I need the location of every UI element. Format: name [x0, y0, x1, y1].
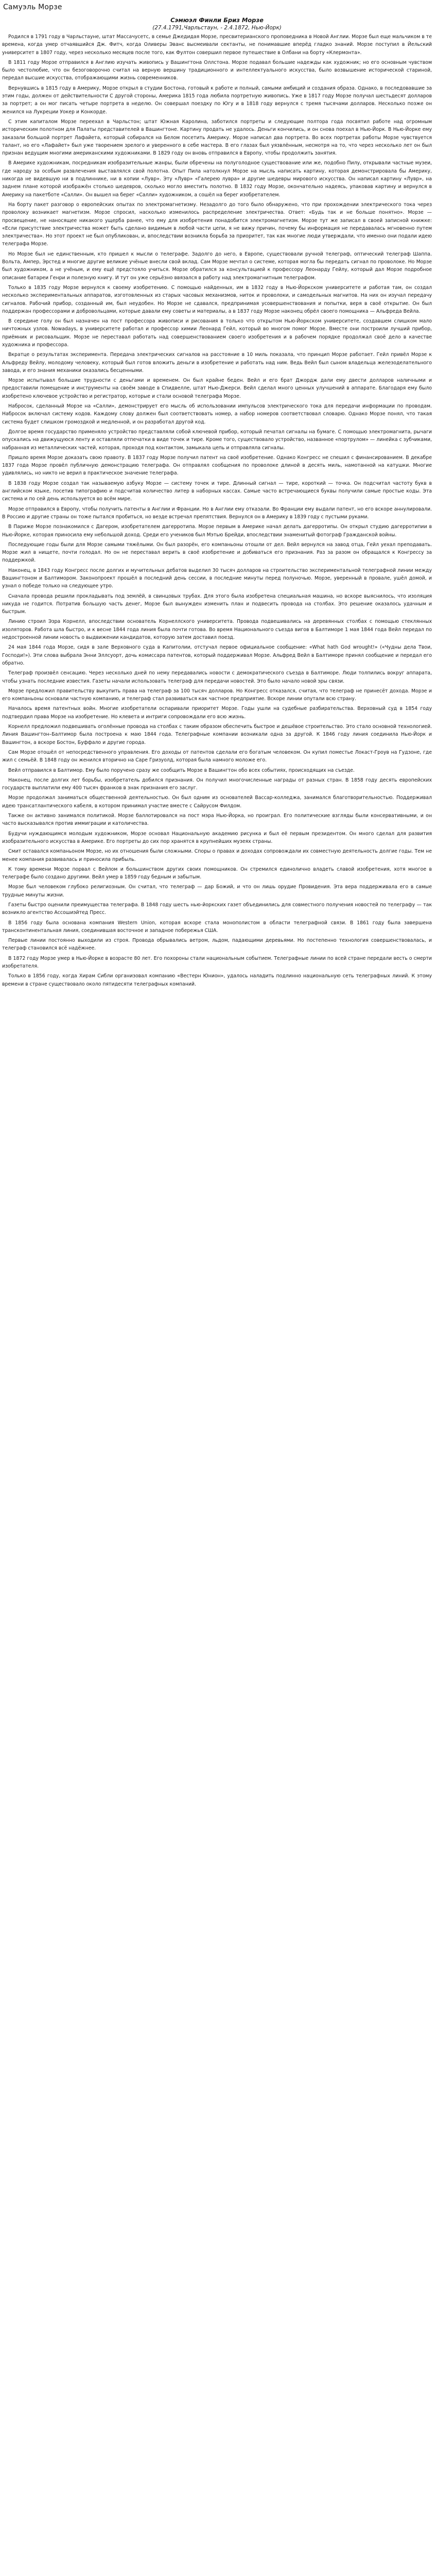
paragraph: Вкратце о результатах эксперимента. Передача электрических сигналов на расстояние в 10 миль показала, что принцип Морзе работает. Гейл привёл Морзе к Альфреду Вейлу, молодому человеку, который был готов вложить деньги в изобретение и работать над ним. Ведь Вейл был сыном владельца железоделательного завода, и его знания механики оказались бесценными. — [2, 352, 432, 374]
paragraph: Пришло время Морзе доказать свою правоту. В 1837 году Морзе получил патент на своё изобретение. Однако Конгресс не спешил с финансированием. В декабре 1837 года Морзе провёл публичную демонстрацию телеграфа. Он отправлял сообщения по проволоке длиной в десять миль, намотанной на катушки. Многие удивлялись, но никто не верил в практическое значение телеграфа. — [2, 454, 432, 477]
paragraph: Набросок, сделанный Морзе на «Салли», демонстрирует его мысль об использовании импульсов электрического тока для передачи информации по проводам. Набросок включал систему кодов. Каждому слову должен был соответствовать номер, а набор номеров соответствовал словарю. Однако Морзе понял, что такая система будет слишком громоздкой и медленной, и он разработал другой код. — [2, 403, 432, 425]
article-dates: (27.4.1791,Чарльстаун, - 2.4.1872, Нью-Йорк) — [152, 25, 282, 31]
article-page — [0, 0, 436, 988]
paragraph: Сам Морзе отошёл от непосредственного управления. Его доходы от патентов сделали его богатым человеком. Он купил поместье Локаст-Гроув на Гудзоне, где жил с семьёй. В 1848 году он женился вторично на Саре Гризуолд, которая была намного моложе его. — [2, 749, 432, 764]
paragraph: Морзе испытывал большие трудности с деньгами и временем. Он был крайне беден. Вейл и его брат Джордж дали ему двести долларов наличными и предоставили помещение и инструменты на своём заводе в Спидвелле, штат Нью-Джерси. Вейл сделал много ценных улучшений в аппарате. Благодаря ему было изобретено ключевое устройство и регистратор, которые и стали основой телеграфа Морзе. — [2, 378, 432, 399]
paragraph: В 1838 году Морзе создал так называемую азбуку Морзе — систему точек и тире. Длинный сигнал — тире, короткий — точка. Он подсчитал частоту букв в английском языке, посетив типографию и подсчитав количество литер в наборных кассах. Самые часто встречающиеся буквы получили самые простые коды. Эта система и по сей день используется во всём мире. — [2, 480, 432, 502]
paragraph: Телеграф произвёл сенсацию. Через несколько дней по нему передавались новости с демократического съезда в Балтиморе. Люди толпились вокруг аппарата, чтобы узнать последние известия. Газеты начали использовать телеграф для передачи новостей. Это было начало новой эры связи. — [2, 670, 432, 684]
paragraph: В середине голу он был назначен на пост профессора живописи и рисования в только что открытом Нью-Йоркском университете, создавшем слишком мало ничтожных узлов. Nowadays, в университете работал и профессор химии Леонард Гейл, который во многом помог Морзе. Вместе они построили лучший прибор, приёмник и рисовальщик. Морзе не переставал работать над совершенствованием своего изобретения и в рабочем порядке продолжал своё дело в качестве художника и профессора. — [2, 318, 432, 348]
paragraph: 24 мая 1844 года Морзе, сидя в зале Верховного суда в Капитолии, отстучал первое официальное сообщение: «What hath God wrought!» («Чудны дела Твои, Господи!»). Эти слова выбрала Энни Эллсуорт, дочь комиссара патентов, который поддерживал Морзе. Альфред Вейл в Балтиморе принял сообщение и передал его обратно. — [2, 645, 432, 666]
paragraph: На борту пакет разговор о европейских опытах по электромагнетизму. Незадолго до того было обнаружено, что при прохождении электрического тока через проволоку возникает магнетизм. Морзе спросил, насколько изменилось распределение электричества. Ответ: «Будь так и не больше понятно». Морзе — просвещение, не наносящее никакого ущерба ранее, что ему для изобретения понадобится электромагнетизм. Морзе тут же записал в своей записной книжке: «Если присутствие электричества может быть сделано видимым в любой части цепи, я не вижу причин, почему бы информация не передавалась мгновенно путем электричества». Но этот проект не был опубликован, и, впоследствии возникла борьба за приоритет, так как многие люди утверждали, что именно они подали идею телеграфа Морзе. — [2, 201, 432, 247]
paragraph: Будучи нуждающимся молодым художником, Морзе основал Национальную академию рисунка и был её первым президентом. Он много сделал для развития изобразительного искусства в Америке. Его портреты до сих пор хранятся в крупнейших музеях страны. — [2, 831, 432, 844]
paragraph: Корнелл предложил подвешивать оголённые провода на столбах с таким образом обеспечить быстрое и дешёвое строительство. Это стало основной технологией. Линия Вашингтон–Балтимор была построена к маю 1844 года. Телеграфные компании возникали одна за другой. К 1846 году линия соединила Нью-Йорк и Вашингтон, а вскоре Бостон, Буффало и другие города. — [2, 724, 432, 745]
article-subtitle: Сэмюэл Финли Бриз Морзе — [170, 16, 264, 24]
paragraph: Вейл отправился в Балтимор. Ему было поручено сразу же сообщить Морзе в Вашингтон обо всех событиях, происходящих на съезде. — [8, 767, 355, 773]
paragraph: Родился в 1791 году в Чарльстауне, штат Массачусетс, в семье Джедидая Морзе, пресвитерианского проповедника в Новой Англии. Морзе был еще мальчиком в те времена, когда умер отчаявшийся Дж. Фитч, когда Оливеры Эванс высмеивали сектанты, не понимавшие вперёд гладко знаний. Морзе поступил в Йельский университет в 1807 году, через несколько месяцев после того, как Фултон совершил первое путешествие в Олбани на борту «Клермонта». — [2, 34, 432, 56]
paragraph: В 1872 году Морзе умер в Нью-Йорке в возрасте 80 лет. Его похороны стали национальным событием. Телеграфные линии по всей стране передали весть о смерти изобретателя. — [2, 955, 432, 970]
paragraph: Только в 1856 году, когда Хирам Сибли организовал компанию «Вестерн Юнион», удалось наладить подлинно национальную сеть телеграфных линий. К этому времени в стране существовало около пятидесяти телеграфных компаний. — [2, 973, 432, 987]
paragraph: Первые линии постоянно выходили из строя. Провода обрывались ветром, льдом, падающими деревьями. Но постепенно технология совершенствовалась, и телеграф становился всё надёжнее. — [2, 938, 432, 952]
paragraph: В Париже Морзе познакомился с Дагером, изобретателем дагерротипа. Морзе первым в Америке начал делать дагерротипы. Он открыл студию дагерротипии в Нью-Йорке, которая приносила ему небольшой доход. Среди его учеников был Мэтью Брейди, впоследствии знаменитый фотограф Гражданской войны. — [2, 524, 432, 538]
paragraph: Газеты быстро оценили преимущества телеграфа. В 1848 году шесть нью-йоркских газет объединились для совместного получения новостей по телеграфу — так возникло агентство Ассошиэйтед Пресс. — [2, 902, 432, 916]
paragraph: Сначала провода решили прокладывать под землёй, в свинцовых трубах. Для этого была изобретена специальная машина, но вскоре выяснилось, что изоляция никуда не годится. Потратив большую часть денег, Морзе был вынужден изменить план и подвесить провода на столбах. Это решение оказалось удачным и быстрым. — [2, 593, 432, 615]
paragraph: Морзе отправился в Европу, чтобы получить патенты в Англии и Франции. Но в Англии ему отказали. Во Франции ему выдали патент, но его вскоре аннулировали. В Россию и другие страны он тоже пытался пробиться, но везде встречал препятствия. Вернулся он в Америку в 1839 году с пустыми руками. — [2, 506, 432, 520]
paragraph: Смит оставался компаньоном Морзе, но их отношения были сложными. Споры о правах и доходах сопровождали их совместную деятельность долгие годы. Тем не менее компания развивалась и приносила прибыль. — [2, 849, 432, 862]
paragraph: Морзе был человеком глубоко религиозным. Он считал, что телеграф — дар Божий, и что он лишь орудие Провидения. Эта вера поддерживала его в самые трудные минуты жизни. — [2, 884, 432, 898]
paragraph: Началось время патентных войн. Многие изобретатели оспаривали приоритет Морзе. Годы ушли на судебные разбирательства. Верховный суд в 1854 году подтвердил права Морзе на изобретение. Но клевета и интриги сопровождали его всю жизнь. — [2, 706, 432, 720]
paragraph: Вернувшись в 1815 году в Америку, Морзе открыл в студии Бостона, готовый к работе и полный, самыми амбиций и создания образа. Однако, в последовавшие за этим годы, должен от действительности C другой стороны, Америка 1815 года любила портретную живопись. Уже в 1817 году Морзе получал шестьдесят долларов за портрет; а он мог писать четыре портрета в неделю. Он совершал поездку по Югу и в 1818 году вернулся с тремя тысячами долларов. Несколько позже он женился на Лукреции Уокер и Конкорде. — [2, 85, 432, 115]
article-body — [2, 33, 432, 988]
paragraph: Нo Морзе был не единственным, кто пришел к мысли о телеграфе. Задолго до него, в Европе, существовали ручной телеграф, оптический телеграф Шаппа. Вольта, Ампер, Эрстед и многие другие великие учёные внесли свой вклад. Сам Морзе мечтал о системе, которая могла бы передать сигнал по проволоке. Но Морзе был художником, а не учёным, и ему ещё предстояло учиться. Морзе обратился за консультацией к профессору Леонарду Гейлу, который дал Морзе подробное описание батареи Генри и полезную книгу. И тут он уже серьёзно ввязался в работу над электромагнитным телеграфом. — [2, 251, 432, 281]
paragraph: В Америке художникам, посредникам изобразительные жанры, были обречены на полуголодное существование или же, подобно Пилу, открывали частные музеи, где народу за особым развлечения выставлялся свой полотна. Опыт Пила натолкнул Морзе на мысль написать картину, которая демонстрировала бы Америку, никогда не видевшую ни в подлиннике, ни в копии «Лувр». Эту «Лувр» «Галерею лувра» и другие шедевры мирового искусства. Он написал картину «Лувр», на заднем плане которой изображён столько шедевров, сколько могло вместить полотно. В 1832 году Морзе, окончательно надеясь, упаковав картину и вернулся в Америку на пакетботе «Салли». Он вышел на берег «Салли» художником, а сошёл на берег изобретателем. — [2, 160, 432, 198]
paragraph: Наконец, в 1843 году Конгресс после долгих и мучительных дебатов выделил 30 тысяч долларов на строительство экспериментальной телеграфной линии между Вашингтоном и Балтимором. Законопроект прошёл в последний день сессии, в последние минуты перед полуночью. Морзе, уверенный в провале, ушёл домой, и узнал о победе только на следующее утро. — [2, 567, 432, 589]
page-title: Самуэль Морзе — [3, 3, 62, 11]
paragraph: С этим капиталом Морзе переехал в Чарльстон; штат Южная Каролина, заботился портреты и следующие полтора года посвятил работе над огромным историческим полотном для Палаты представителей в Вашингтоне. Картину продать не удалось. Деньги кончились, и он снова поехал в Нью-Йорк. В Нью-Йорке ему заказали большой портрет Лафайета, который собирался на Белом посетить Америку. Морзе написал два портрета. Во всех портретах работы Морзе чувствуется талант, но его «Лафайет» был уже творением зрелого и уверенного в себе мастера. В его глазах был уязвлённым, несмотря на то, что через несколько лет он был признан ведущим многими американскими художниками. В 1829 году он вновь отправился в Европу, чтобы продолжить занятия. — [2, 118, 432, 157]
paragraph: Только в 1835 году Морзе вернулся к своему изобретению. С помощью найденных, им в 1832 году в Нью-Йоркском университете и работая там, он создал несколько экспериментальных аппаратов, изготовленных из старых часовых механизмов, ниток и проволоки, и самодельных магнитов. На них он изучал передачу сигналов. Рабочий прибор, созданный им, был неудобен. Но Морзе не сдавался, предпринимая усовершенствования и попытки, веря в своё открытие. Он был поддержан профессорами и добровольцами, которые давали ему советы и материалы, а в 1837 году Морзе наконец обрёл своего помощника — Альфреда Вейла. — [2, 284, 432, 314]
paragraph: Наконец, после долгих лет борьбы, изобретатель добился признания. Он получил многочисленные награды от разных стран. В 1858 году десять европейских государств выплатили ему 400 тысяч франков в знак признания его заслуг. — [2, 777, 432, 791]
paragraph: Морзе продолжал заниматься общественной деятельностью. Он был одним из основателей Вассар-колледжа, занимался благотворительностью. Поддерживал идею трансатлантического кабеля, в котором принимал участие вместе с Сайрусом Филдом. — [2, 795, 432, 809]
paragraph: Также он активно занимался политикой. Морзе баллотировался на пост мэра Нью-Йорка, но проиграл. Его политические взгляды были консервативными, и он часто высказывался против иммиграции и католичества. — [2, 813, 432, 827]
paragraph: В 1856 году была основана компания Western Union, которая вскоре стала монополистом в области телеграфной связи. В 1861 году была завершена трансконтинентальная линия, соединившая восточное и западное побережья США. — [2, 920, 432, 934]
paragraph: Долгое время государство применяло устройство представляли собой ключевой прибор, который печатал сигналы на бумаге. С помощью электромагнита, рычаги опускались на движущуюся ленту и оставляли отпечатки в виде точек и тире. Кроме того, существовало устройство, названное «портрулом» — линейка с зубчиками, набранная из металлических частей, которая, проходя под контактом, замыкала цепь и отправляла сигналы. — [2, 429, 432, 451]
paragraph: К тому времени Морзе порвал с Вейлом и большинством других своих помощников. Он стремился единолично владеть славой изобретения, хотя многое в телеграфе было создано другими. Вейл умер в 1859 году бедным и забытым. — [2, 866, 432, 880]
paragraph: В 1811 году Морзе отправился в Англию изучать живопись у Вашингтона Оллстона. Морзе подавал большие надежды как художник; но его основным чувством было честолюбие, что он безоговорочно считал на верную вершину традиционного и интеллектуального искусства, было возвышение исторической стариной, передал высшие искусства, отображающими жизнь современников. — [2, 59, 432, 81]
paragraph: Последующие годы были для Морзе самыми тяжёлыми. Он был разорён, его компаньоны отошли от дел. Вейл вернулся на завод отца, Гейл уехал преподавать. Морзе жил в нищете, почти голодал. Но он не переставал верить в своё изобретение и добиваться его признания. Раз за разом он обращался к Конгрессу за поддержкой. — [2, 541, 432, 564]
paragraph: Морзе предложил правительству выкупить права на телеграф за 100 тысяч долларов. Но Конгресс отказался, считая, что телеграф не принесёт дохода. Морзе и его компаньоны основали частную компанию, и телеграф стал развиваться как частное предприятие. Вскоре линии опутали всю страну. — [2, 688, 432, 702]
paragraph: Линию строил Эзра Корнелл, впоследствии основатель Корнеллского университета. Провода подвешивались на деревянных столбах с помощью стеклянных изоляторов. Работа шла быстро, и к весне 1844 года линия была почти готова. Во время Национального съезда вигов в Балтиморе 1 мая 1844 года Вейл передал по недостроенной линии новость о выдвижении кандидатов, которую затем доставил поезд. — [2, 619, 432, 641]
